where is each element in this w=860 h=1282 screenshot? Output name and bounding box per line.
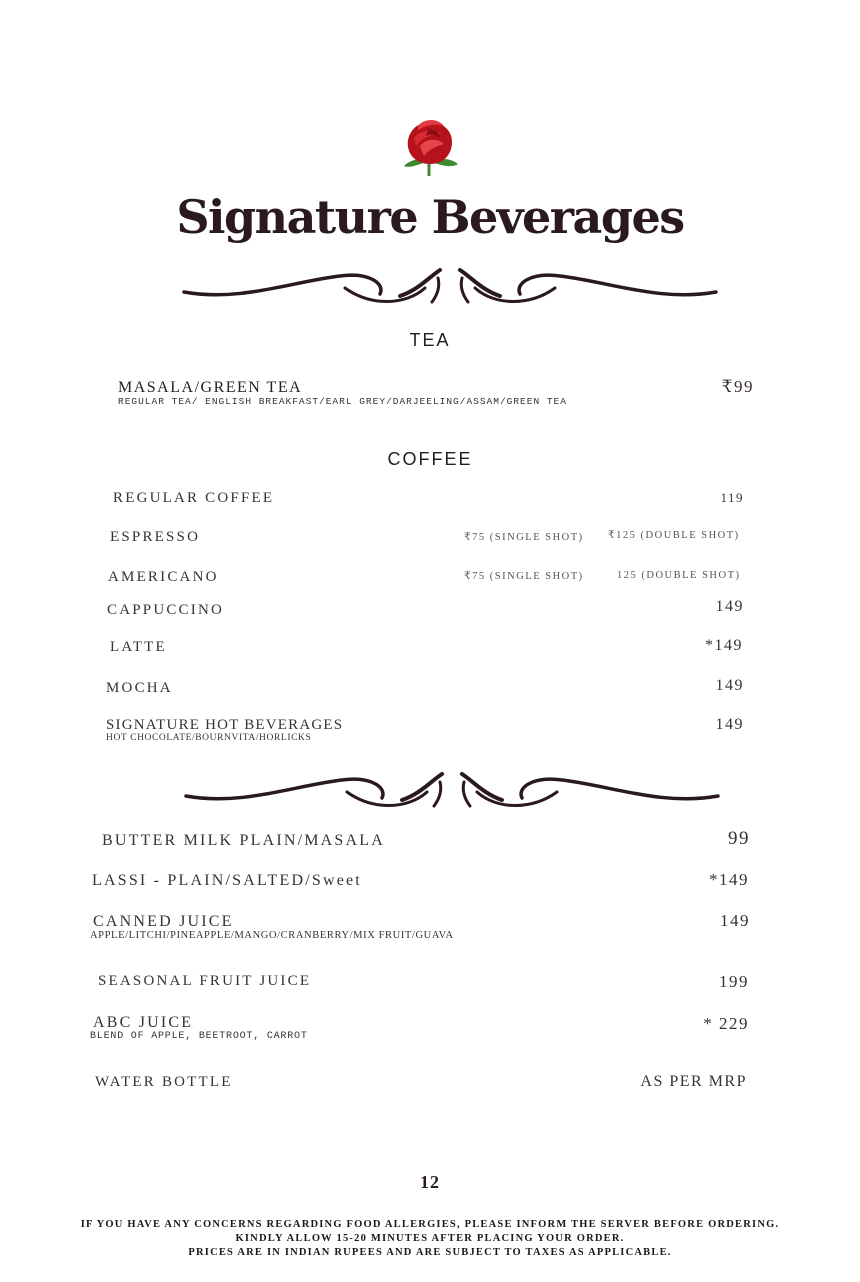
page-number: 12	[420, 1172, 440, 1192]
section-heading-tea: TEA	[409, 330, 451, 350]
double-shot-price: 125 (DOUBLE SHOT)	[617, 570, 741, 581]
menu-item-description: REGULAR TEA/ ENGLISH BREAKFAST/EARL GREY/DARJEELING/ASSAM/GREEN TEA	[118, 396, 567, 407]
flourish-divider-top	[180, 262, 720, 310]
menu-item-name: ABC JUICE	[93, 1014, 194, 1031]
menu-item-name: MASALA/GREEN TEA	[118, 379, 303, 396]
double-shot-price: ₹125 (DOUBLE SHOT)	[608, 530, 740, 541]
flourish-divider-middle	[182, 766, 722, 814]
menu-item-name: MOCHA	[106, 680, 173, 696]
menu-item-price: AS PER MRP	[640, 1073, 747, 1090]
menu-item-name: SIGNATURE HOT BEVERAGES	[106, 717, 344, 733]
menu-item-price: 199	[719, 972, 749, 991]
menu-item-price: *149	[705, 637, 743, 654]
single-shot-price: ₹75 (SINGLE SHOT)	[464, 571, 584, 582]
menu-item-price: * 229	[703, 1014, 749, 1033]
menu-item-name: REGULAR COFFEE	[113, 490, 275, 506]
menu-item-name: LATTE	[110, 639, 167, 655]
menu-item-name: AMERICANO	[108, 569, 219, 585]
menu-item-price: 99	[728, 828, 750, 849]
menu-item-name: CANNED JUICE	[93, 913, 234, 930]
section-heading-coffee: COFFEE	[387, 449, 473, 469]
menu-item-description: APPLE/LITCHI/PINEAPPLE/MANGO/CRANBERRY/MIX FRUIT/GUAVA	[90, 930, 454, 941]
menu-item-name: BUTTER MILK PLAIN/MASALA	[102, 832, 386, 849]
menu-item-price: ₹99	[721, 377, 754, 396]
menu-item-name: LASSI - PLAIN/SALTED/Sweet	[92, 872, 362, 889]
menu-item-name: CAPPUCCINO	[107, 602, 225, 618]
menu-item-price: *149	[709, 870, 749, 889]
footer-line-wait-time: KINDLY ALLOW 15-20 MINUTES AFTER PLACING YOUR ORDER.	[235, 1233, 625, 1244]
rose-icon	[398, 116, 462, 178]
menu-item-name: WATER BOTTLE	[95, 1074, 233, 1090]
menu-item-name: SEASONAL FRUIT JUICE	[98, 973, 312, 989]
page-title: Signature Beverages	[176, 190, 684, 244]
menu-item-price: 149	[715, 598, 744, 615]
single-shot-price: ₹75 (SINGLE SHOT)	[464, 532, 584, 543]
footer-line-prices: PRICES ARE IN INDIAN RUPEES AND ARE SUBJECT TO TAXES AS APPLICABLE.	[188, 1247, 672, 1258]
menu-item-name: ESPRESSO	[110, 529, 201, 545]
menu-item-description: BLEND OF APPLE, BEETROOT, CARROT	[90, 1031, 308, 1042]
menu-item-price: 149	[715, 716, 744, 733]
footer-line-allergies: IF YOU HAVE ANY CONCERNS REGARDING FOOD ALLERGIES, PLEASE INFORM THE SERVER BEFORE ORDERING.	[80, 1219, 780, 1230]
menu-item-description: HOT CHOCOLATE/BOURNVITA/HORLICKS	[106, 733, 312, 743]
menu-item-price: 149	[720, 911, 750, 930]
menu-item-price: 119	[720, 490, 744, 505]
menu-item-price: 149	[715, 677, 744, 694]
